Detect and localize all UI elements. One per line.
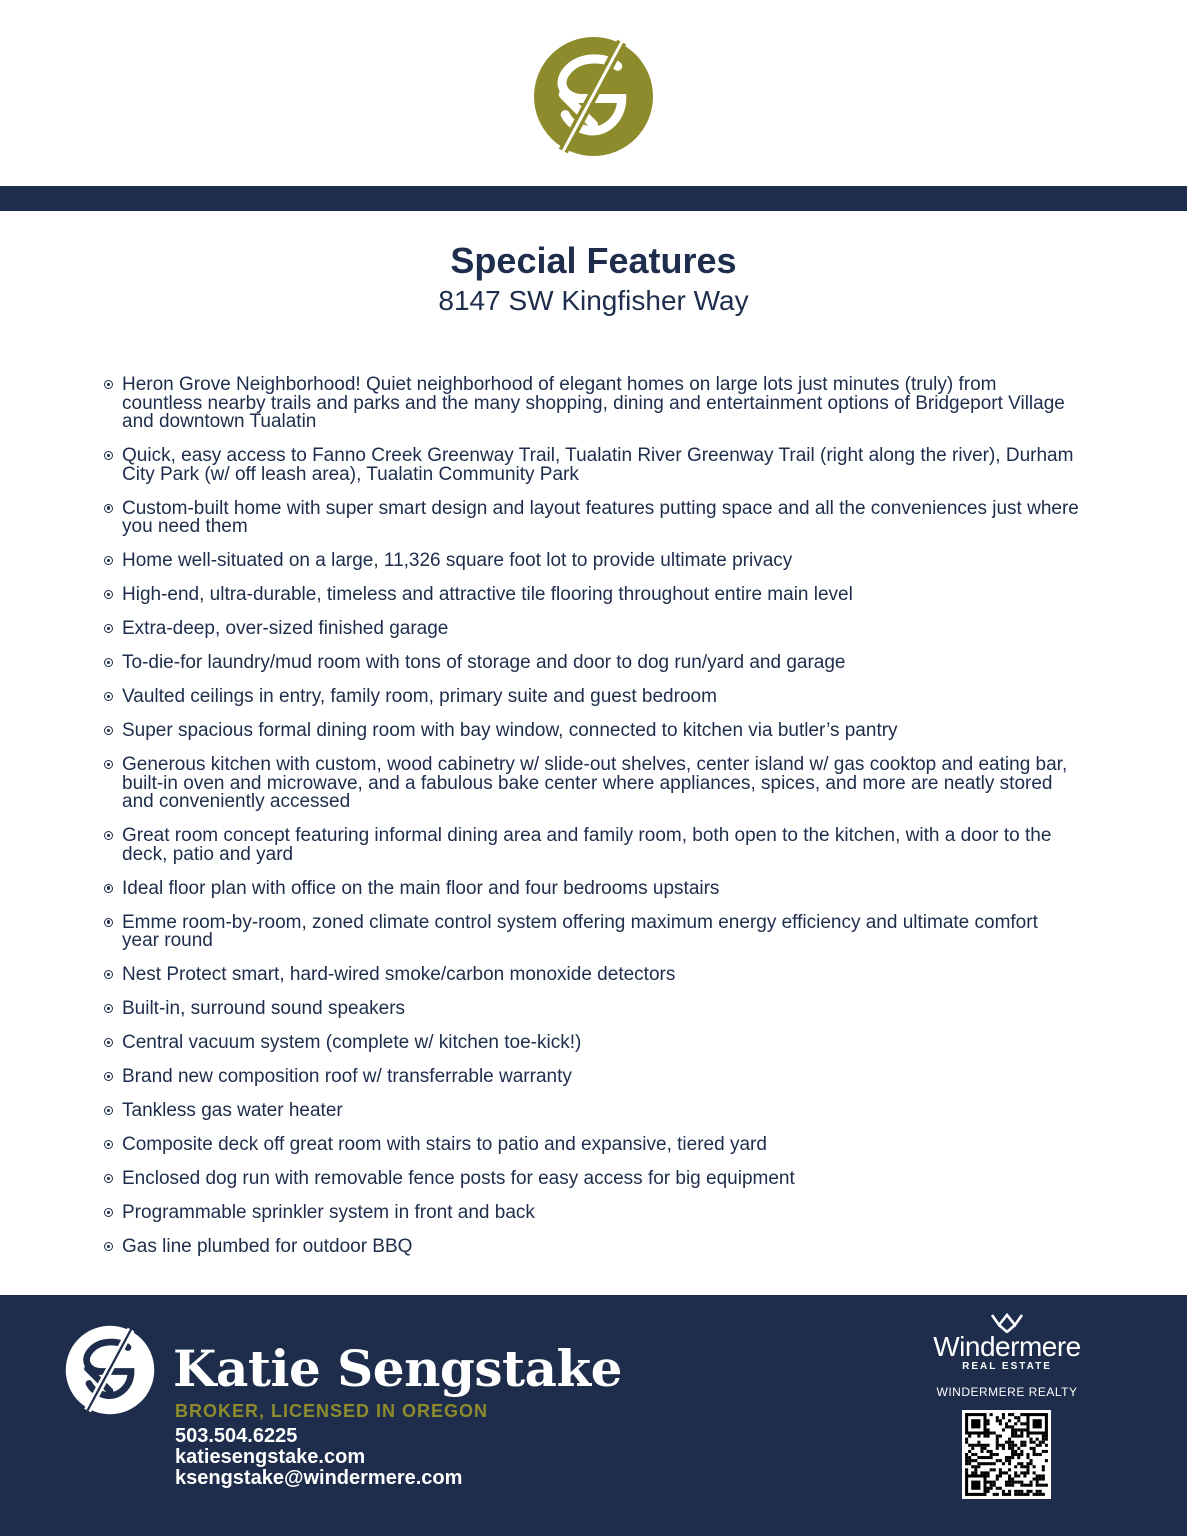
feature-item [104, 911, 1079, 951]
bullet-icon [104, 1106, 113, 1115]
feature-item [104, 1170, 1079, 1189]
feature-item [104, 722, 1079, 741]
bullet-icon [104, 590, 113, 599]
feature-text: Built-in, surround sound speakers [122, 998, 406, 1019]
bullet-icon [104, 760, 113, 769]
brand-name: Windermere [933, 1331, 1081, 1362]
bullet-icon [104, 970, 113, 979]
feature-item [104, 756, 1079, 812]
bullet-icon [104, 658, 113, 667]
footer [0, 1295, 1187, 1536]
feature-text: Tankless gas water heater [122, 1100, 343, 1121]
bullet-icon [104, 884, 113, 893]
bullet-icon [104, 1140, 113, 1149]
bullet-icon [104, 624, 113, 633]
feature-item [104, 552, 1079, 571]
bullet-icon [104, 918, 113, 927]
windermere-logo [990, 1311, 1024, 1333]
feature-text: Home well-situated on a large, 11,326 square foot lot to provide ultimate privacy [122, 550, 793, 571]
feature-text: Super spacious formal dining room with bay window, connected to kitchen via butler’s pantry [122, 720, 898, 741]
feature-text: Gas line plumbed for outdoor BBQ [122, 1236, 413, 1257]
feature-item [104, 376, 1079, 432]
agent-website[interactable]: katiesengstake.com [175, 1446, 366, 1468]
feature-text: Brand new composition roof w/ transferrable warranty [122, 1066, 572, 1087]
feature-text: Enclosed dog run with removable fence posts for easy access for big equipment [122, 1168, 795, 1189]
feature-text: Programmable sprinkler system in front and back [122, 1202, 535, 1223]
feature-item [104, 966, 1079, 985]
page-title: Special Features [450, 240, 737, 281]
property-address: 8147 SW Kingfisher Way [438, 285, 749, 316]
feature-text: Central vacuum system (complete w/ kitchen toe-kick!) [122, 1032, 582, 1053]
agent-email[interactable]: ksengstake@windermere.com [175, 1467, 463, 1489]
ks-monogram-logo [533, 36, 654, 157]
bullet-icon [104, 1174, 113, 1183]
feature-text: To-die-for laundry/mud room with tons of storage and door to dog run/yard and garage [122, 652, 846, 673]
feature-item [104, 1034, 1079, 1053]
feature-text: Quick, easy access to Fanno Creek Greenway Trail, Tualatin River Greenway Trail (right along the river), Durham City Park (w/ off leash area), Tualatin Community Park [122, 445, 1074, 485]
bullet-icon [104, 1242, 113, 1251]
bullet-icon [104, 1208, 113, 1217]
bullet-icon [104, 1004, 113, 1013]
feature-item [104, 1000, 1079, 1019]
feature-text: Nest Protect smart, hard-wired smoke/carbon monoxide detectors [122, 964, 676, 985]
brokerage-name: WINDERMERE REALTY [936, 1385, 1078, 1399]
feature-item [104, 1068, 1079, 1087]
feature-item [104, 1136, 1079, 1155]
feature-item [104, 1238, 1079, 1257]
bullet-icon [104, 556, 113, 565]
bullet-icon [104, 1038, 113, 1047]
qr-code[interactable] [962, 1410, 1051, 1499]
feature-item [104, 688, 1079, 707]
agent-name: Katie Sengstake [173, 1339, 622, 1398]
bullet-icon [104, 504, 113, 513]
brand-subtitle: REAL ESTATE [962, 1361, 1052, 1372]
feature-item [104, 1204, 1079, 1223]
feature-item [104, 1102, 1079, 1121]
ks-monogram-logo [65, 1325, 155, 1415]
feature-text: Emme room-by-room, zoned climate control system offering maximum energy efficiency and ultimate comfort year round [122, 911, 1038, 951]
bullet-icon [104, 1072, 113, 1081]
bullet-icon [104, 451, 113, 460]
bullet-icon [104, 831, 113, 840]
feature-item [104, 586, 1079, 605]
feature-text: High-end, ultra-durable, timeless and attractive tile flooring throughout entire main level [122, 584, 853, 605]
feature-item [104, 827, 1079, 864]
feature-item [104, 497, 1079, 537]
feature-item [104, 654, 1079, 673]
feature-text: Extra-deep, over-sized finished garage [122, 618, 449, 639]
feature-text: Great room concept featuring informal dining area and family room, both open to the kitchen, with a door to the deck, patio and yard [122, 825, 1052, 865]
feature-text: Custom-built home with super smart design and layout features putting space and all the conveniences just where you need them [122, 497, 1079, 537]
feature-item [104, 447, 1079, 484]
bullet-icon [104, 380, 113, 389]
bullet-icon [104, 726, 113, 735]
agent-phone[interactable]: 503.504.6225 [175, 1425, 298, 1447]
feature-text: Composite deck off great room with stairs to patio and expansive, tiered yard [122, 1134, 767, 1155]
bullet-icon [104, 692, 113, 701]
feature-text: Heron Grove Neighborhood! Quiet neighborhood of elegant homes on large lots just minutes (truly) from countless nearby trails and parks and the many shopping, dining and entertainment options of Bridgeport Village and downtown Tualatin [122, 374, 1065, 432]
feature-item [104, 620, 1079, 639]
feature-item [104, 877, 1079, 899]
header-band [0, 186, 1187, 211]
features-list [104, 376, 1079, 1272]
feature-text: Vaulted ceilings in entry, family room, primary suite and guest bedroom [122, 686, 717, 707]
feature-text: Ideal floor plan with office on the main floor and four bedrooms upstairs [122, 877, 720, 899]
feature-text: Generous kitchen with custom, wood cabinetry w/ slide-out shelves, center island w/ gas cooktop and eating bar, built-in oven and microwave, and a fabulous bake center where appliances, spices, and more are neatly stored and conveniently accessed [122, 754, 1068, 812]
agent-title: BROKER, LICENSED IN OREGON [175, 1401, 489, 1421]
